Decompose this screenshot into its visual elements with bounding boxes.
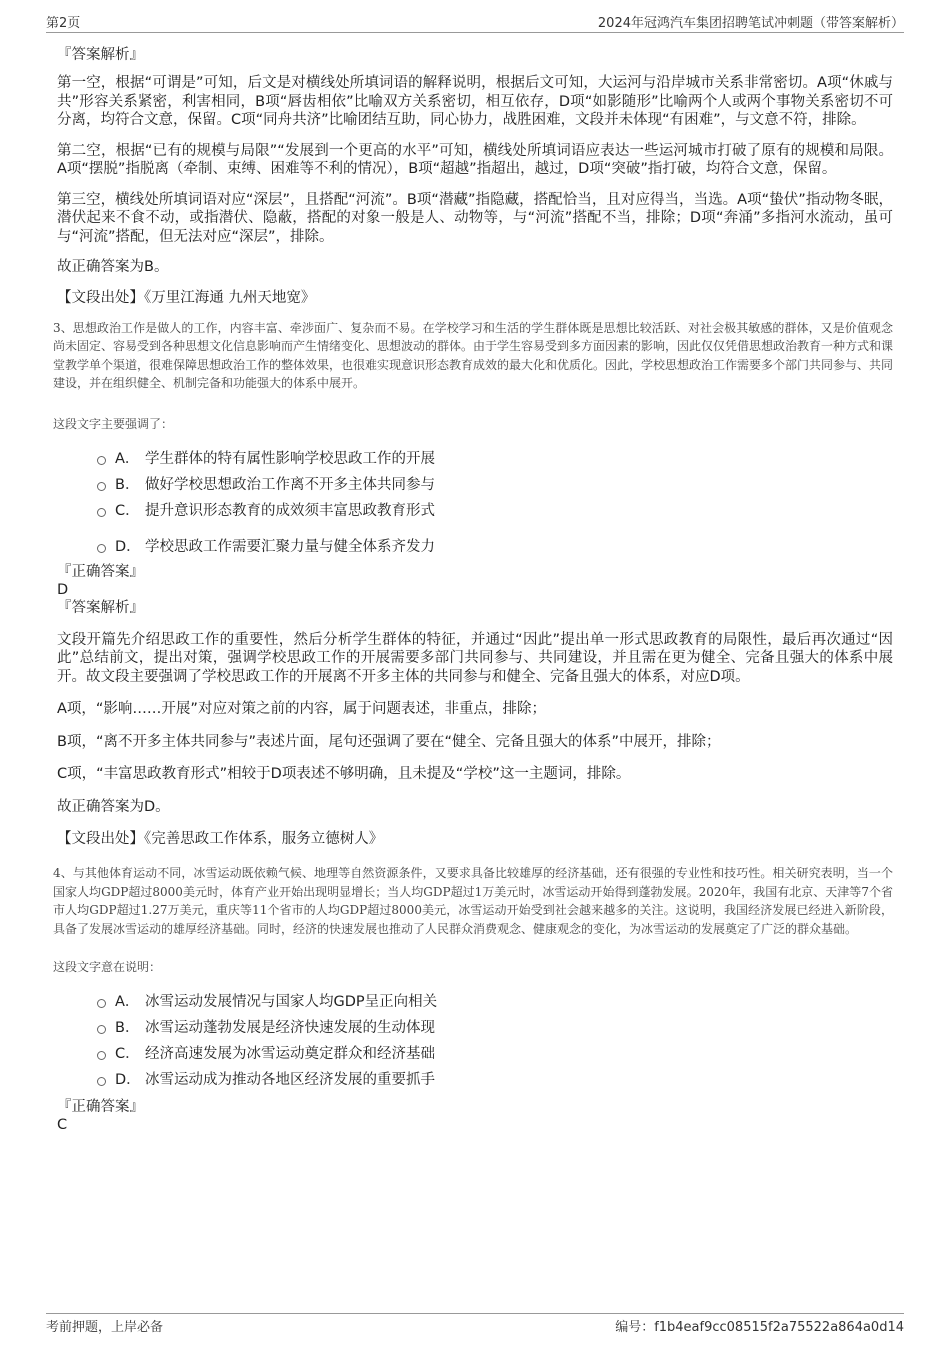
question-3-text: 3、思想政治工作是做人的工作，内容丰富、牵涉面广、复杂而不易。在学校学习和生活的学生群体既是思想比较活跃、对社会极其敏感的群体，又是价值观念尚未固定、容易受到各种思想文化信息影响而产生情绪变化、思想波动的群体。由于学生容易受到多方面因素的影响，因此仅仅凭借思想政治教育一种方式和课堂教学单个渠道，很难保障思想政治工作的整体效果，也很难实现意识形态教育成效的最大化和优质化。因此，学校思想政治工作需要多个部门共同参与、共同建设，并在组织健全、机制完备和功能强大的体系中展开。 <box>53 320 894 390</box>
correct-answer-label: 『正确答案』 <box>57 1099 144 1115</box>
analysis-paragraph: 第三空，横线处所填词语对应“深层”，且搭配“河流”。B项“潜藏”指隐藏，搭配恰当，且对应得当，当选。A项“蛰伏”指动物冬眠，潜伏起来不食不动，或指潜伏、隐蔽，搭配的对象一般是人、动物等，与“河流”搭配不当，排除；D项“奔涌”多指河水流动，虽可与“河流”搭配，但无法对应“深层”，排除。 <box>57 191 893 245</box>
option-c[interactable]: C． 提升意识形态教育的成效须丰富思政教育形式 <box>57 501 893 521</box>
radio-button[interactable] <box>97 1077 106 1086</box>
question-4-text: 4、与其他体育运动不同，冰雪运动既依赖气候、地理等自然资源条件，又要求具备比较雄厚的经济基础，还有很强的专业性和技巧性。相关研究表明，当一个国家人均GDP超过8000美元时，体育产业开始出现明显增长；当人均GDP超过1万美元时，冰雪运动开始得到蓬勃发展。2020年，我国有北京、天津等7个省市人均GDP超过1.27万美元，重庆等11个省市的人均GDP超过8000美元，冰雪运动开始受到社会越来越多的关注。这说明，我国经济发展已经进入新阶段，具备了发展冰雪运动的雄厚经济基础。同时，经济的快速发展也推动了人民群众消费观念、健康观念的变化，为冰雪运动的发展奠定了广泛的群众基础。 <box>53 866 893 936</box>
radio-button[interactable] <box>97 482 106 491</box>
analysis-paragraph: 第二空，根据“已有的规模与局限”“发展到一个更高的水平”可知，横线处所填词语应表达一些运河城市打破了原有的规模和局限。A项“摆脱”指脱离（牵制、束缚、困难等不利的情况），B项“超越”指超出，越过，D项“突破”指打破，均符合文意，保留。 <box>57 142 893 177</box>
page-footer <box>46 1313 904 1338</box>
footer-slogan: 考前押题，上岸必备 <box>46 1320 164 1335</box>
question-3-prompt: 这段文字主要强调了： <box>53 416 174 431</box>
correct-answer: D <box>57 581 69 598</box>
analysis-paragraph: A项，“影响……开展”对应对策之前的内容，属于问题表述，非重点，排除； <box>57 701 546 717</box>
option-b[interactable]: B． 冰雪运动蓬勃发展是经济快速发展的生动体现 <box>57 1018 893 1038</box>
question-3-options <box>57 449 893 557</box>
analysis-paragraph: 文段开篇先介绍思政工作的重要性，然后分析学生群体的特征，并通过“因此”提出单一形式思政教育的局限性，最后再次通过“因此”总结前文，提出对策，强调学校思政工作的开展需要多部门共同参与、共同建设，并且需在更为健全、完备且强大的体系中展开。故文段主要强调了学校思政工作的开展离不开多主体的共同参与和健全、完备且强大的体系，对应D项。 <box>57 631 893 685</box>
page-header <box>46 10 904 33</box>
option-a[interactable]: A． 冰雪运动发展情况与国家人均GDP呈正向相关 <box>57 992 893 1012</box>
radio-button[interactable] <box>97 508 106 517</box>
option-c[interactable]: C． 经济高速发展为冰雪运动奠定群众和经济基础 <box>57 1044 893 1064</box>
question-4-options <box>57 992 893 1090</box>
radio-button[interactable] <box>97 544 106 553</box>
page-number: 第2页 <box>46 16 81 31</box>
option-b[interactable]: B． 做好学校思想政治工作离不开多主体共同参与 <box>57 475 893 495</box>
analysis-paragraph: C项，“丰富思政教育形式”相较于D项表述不够明确，且未提及“学校”这一主题词，排除。 <box>57 766 631 782</box>
correct-answer: C <box>57 1117 68 1133</box>
analysis-label: 『答案解析』 <box>57 47 144 63</box>
correct-answer-label: 『正确答案』 <box>57 563 144 580</box>
option-a[interactable]: A． 学生群体的特有属性影响学校思政工作的开展 <box>57 449 893 469</box>
analysis-conclusion: 故正确答案为B。 <box>57 259 169 275</box>
radio-button[interactable] <box>97 999 106 1008</box>
passage-source: 【文段出处】《万里江海通 九州天地宽》 <box>57 289 316 306</box>
passage-source: 【文段出处】《完善思政工作体系，服务立德树人》 <box>57 831 384 847</box>
radio-button[interactable] <box>97 1051 106 1060</box>
question-4-prompt: 这段文字意在说明： <box>53 960 162 974</box>
analysis-label: 『答案解析』 <box>57 599 144 616</box>
document-title: 2024年冠鸿汽车集团招聘笔试冲刺题（带答案解析） <box>597 16 904 31</box>
radio-button[interactable] <box>97 1025 106 1034</box>
analysis-conclusion: 故正确答案为D。 <box>57 798 170 815</box>
option-d[interactable]: D． 学校思政工作需要汇聚力量与健全体系齐发力 <box>57 537 893 557</box>
page-content <box>53 46 894 1140</box>
analysis-paragraph: 第一空，根据“可谓是”可知，后文是对横线处所填词语的解释说明，根据后文可知，大运河与沿岸城市关系非常密切。A项“休戚与共”形容关系紧密，利害相同，B项“唇齿相依”比喻双方关系密切，相互依存，D项“如影随形”比喻两个人或两个事物关系密切不可分离，均符合文意，保留。C项“同舟共济”比喻团结互助，同心协力，战胜困难，文段并未体现“有困难”，与文意不符，排除。 <box>57 75 893 128</box>
document-id: 编号：f1b4eaf9cc08515f2a75522a864a0d14 <box>615 1320 904 1335</box>
option-d[interactable]: D． 冰雪运动成为推动各地区经济发展的重要抓手 <box>57 1070 893 1090</box>
radio-button[interactable] <box>97 456 106 465</box>
analysis-paragraph: B项，“离不开多主体共同参与”表述片面，尾句还强调了要在“健全、完备且强大的体系”中展开，排除； <box>57 733 721 750</box>
